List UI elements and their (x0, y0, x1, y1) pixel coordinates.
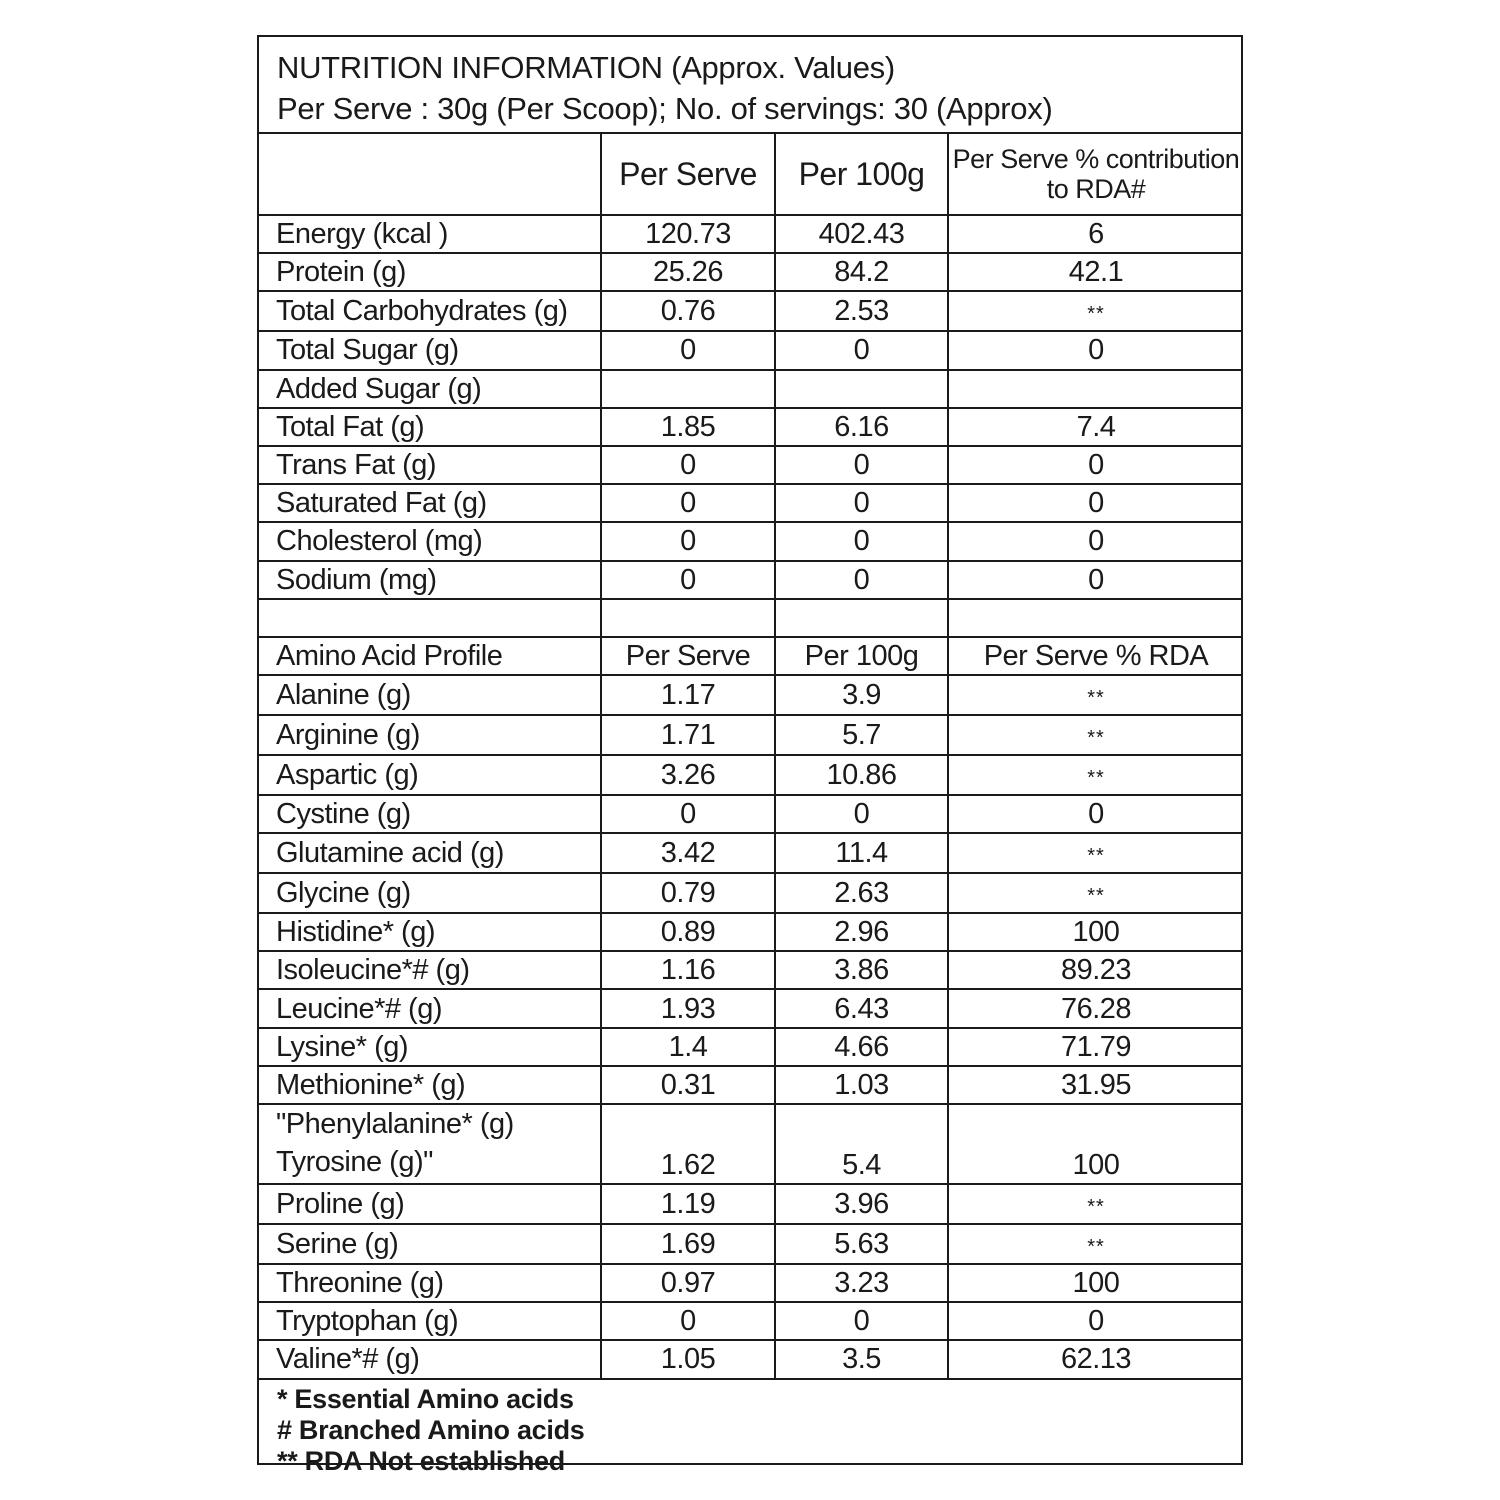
per-serve-value: 0.31 (601, 1066, 775, 1104)
per-serve-value: 0.76 (601, 291, 775, 331)
per-100g-value: 0 (775, 522, 948, 560)
spacer-row (259, 599, 1243, 637)
amino-header-row (259, 637, 1243, 675)
rda-value: 0 (948, 446, 1243, 484)
nutrient-row (259, 484, 1243, 522)
per-serve-value: 1.62 (601, 1104, 775, 1184)
row-label: Tryptophan (g) (259, 1302, 601, 1340)
row-label: Arginine (g) (259, 715, 601, 755)
row-label: Leucine*# (g) (259, 989, 601, 1027)
row-label: Valine*# (g) (259, 1340, 601, 1378)
row-label: Energy (kcal ) (259, 215, 601, 253)
footnote-essential: * Essential Amino acids (277, 1383, 574, 1414)
row-label: Glutamine acid (g) (259, 833, 601, 873)
per-serve-value: 25.26 (601, 253, 775, 291)
nutrition-table (259, 134, 1243, 1380)
row-label: Glycine (g) (259, 873, 601, 913)
per-serve-value (601, 370, 775, 408)
per-serve-value: 1.71 (601, 715, 775, 755)
per-100g-value: 3.86 (775, 951, 948, 989)
row-label: Total Fat (g) (259, 408, 601, 446)
amino-acid-row (259, 833, 1243, 873)
rda-value: 0 (948, 522, 1243, 560)
nutrient-row (259, 253, 1243, 291)
nutrient-row (259, 408, 1243, 446)
per-100g-value: 1.03 (775, 1066, 948, 1104)
rda-value: 62.13 (948, 1340, 1243, 1378)
rda-value: 7.4 (948, 408, 1243, 446)
per-serve-value: 0 (601, 446, 775, 484)
title-suffix: (Approx. Values) (671, 50, 895, 85)
row-label: Total Carbohydrates (g) (259, 291, 601, 331)
amino-acid-row (259, 1340, 1243, 1378)
column-header-per-100g: Per 100g (775, 134, 948, 215)
rda-value: 100 (948, 1104, 1243, 1184)
amino-acid-row (259, 1184, 1243, 1224)
amino-acid-row (259, 755, 1243, 795)
amino-header-rda: Per Serve % RDA (948, 637, 1243, 675)
per-serve-value: 0 (601, 795, 775, 833)
per-100g-value: 402.43 (775, 215, 948, 253)
per-100g-value: 6.43 (775, 989, 948, 1027)
row-label: Protein (g) (259, 253, 601, 291)
spacer-cell (775, 599, 948, 637)
amino-acid-row (259, 1066, 1243, 1104)
row-label: "Phenylalanine* (g) Tyrosine (g)" (259, 1104, 601, 1184)
per-serve-value: 3.42 (601, 833, 775, 873)
nutrient-row (259, 291, 1243, 331)
per-serve-value: 1.85 (601, 408, 775, 446)
column-header-row (259, 134, 1243, 215)
row-label: Serine (g) (259, 1224, 601, 1264)
rda-value: 42.1 (948, 253, 1243, 291)
per-100g-value: 3.9 (775, 675, 948, 715)
amino-acid-row (259, 675, 1243, 715)
row-label: Added Sugar (g) (259, 370, 601, 408)
panel-title (277, 47, 1241, 88)
column-header-blank (259, 134, 601, 215)
row-label: Sodium (mg) (259, 561, 601, 599)
rda-value: ** (948, 291, 1243, 331)
row-label: Saturated Fat (g) (259, 484, 601, 522)
per-serve-value: 3.26 (601, 755, 775, 795)
amino-acid-row (259, 715, 1243, 755)
row-label: Lysine* (g) (259, 1028, 601, 1066)
per-100g-value: 0 (775, 484, 948, 522)
rda-value: 6 (948, 215, 1243, 253)
amino-acid-row (259, 913, 1243, 951)
nutrient-row (259, 331, 1243, 369)
rda-value: ** (948, 1224, 1243, 1264)
column-header-rda: Per Serve % contribution to RDA# (948, 134, 1243, 215)
rda-value: 0 (948, 795, 1243, 833)
amino-acid-row (259, 989, 1243, 1027)
per-100g-value: 0 (775, 446, 948, 484)
per-100g-value: 10.86 (775, 755, 948, 795)
amino-header-label: Amino Acid Profile (259, 637, 601, 675)
rda-value: 31.95 (948, 1066, 1243, 1104)
per-100g-value: 3.23 (775, 1264, 948, 1302)
rda-value: 71.79 (948, 1028, 1243, 1066)
rda-value: 100 (948, 1264, 1243, 1302)
row-label: Trans Fat (g) (259, 446, 601, 484)
per-100g-value: 3.5 (775, 1340, 948, 1378)
per-serve-value: 0 (601, 561, 775, 599)
spacer-cell (601, 599, 775, 637)
amino-header-per-100g: Per 100g (775, 637, 948, 675)
serving-info: Per Serve : 30g (Per Scoop); No. of servings: 30 (Approx) (277, 91, 1053, 126)
per-100g-value: 6.16 (775, 408, 948, 446)
rda-value: ** (948, 873, 1243, 913)
per-100g-value: 0 (775, 1302, 948, 1340)
row-label: Cystine (g) (259, 795, 601, 833)
amino-acid-row (259, 795, 1243, 833)
per-100g-value: 3.96 (775, 1184, 948, 1224)
per-serve-value: 0.79 (601, 873, 775, 913)
amino-header-per-serve: Per Serve (601, 637, 775, 675)
per-serve-value: 0 (601, 522, 775, 560)
spacer-cell (259, 599, 601, 637)
rda-value: 0 (948, 1302, 1243, 1340)
row-label: Proline (g) (259, 1184, 601, 1224)
title-text: NUTRITION INFORMATION (277, 50, 663, 85)
nutrient-row (259, 522, 1243, 560)
amino-acid-row (259, 1028, 1243, 1066)
per-100g-value: 11.4 (775, 833, 948, 873)
per-serve-value: 120.73 (601, 215, 775, 253)
row-label: Histidine* (g) (259, 913, 601, 951)
footnote-branched: # Branched Amino acids (277, 1414, 585, 1445)
per-100g-value: 2.96 (775, 913, 948, 951)
nutrient-row (259, 215, 1243, 253)
rda-value (948, 370, 1243, 408)
per-100g-value: 2.53 (775, 291, 948, 331)
nutrition-panel (257, 35, 1243, 1476)
rda-value: ** (948, 1184, 1243, 1224)
row-label: Aspartic (g) (259, 755, 601, 795)
nutrient-row (259, 561, 1243, 599)
panel-header (259, 37, 1241, 134)
rda-value: ** (948, 715, 1243, 755)
rda-value: ** (948, 755, 1243, 795)
rda-value: 0 (948, 561, 1243, 599)
per-serve-value: 0.89 (601, 913, 775, 951)
footnotes (259, 1380, 1241, 1477)
per-serve-value: 1.17 (601, 675, 775, 715)
nutrient-row (259, 446, 1243, 484)
per-100g-value (775, 370, 948, 408)
column-header-per-serve: Per Serve (601, 134, 775, 215)
footnote-rda: ** RDA Not established (277, 1445, 565, 1476)
amino-acid-row (259, 1302, 1243, 1340)
per-serve-value: 1.4 (601, 1028, 775, 1066)
per-100g-value: 4.66 (775, 1028, 948, 1066)
row-label: Threonine (g) (259, 1264, 601, 1302)
rda-value: 89.23 (948, 951, 1243, 989)
row-label: Cholesterol (mg) (259, 522, 601, 560)
per-100g-value: 0 (775, 331, 948, 369)
per-serve-value: 1.16 (601, 951, 775, 989)
rda-value: 76.28 (948, 989, 1243, 1027)
per-serve-value: 0 (601, 1302, 775, 1340)
nutrient-row (259, 370, 1243, 408)
per-100g-value: 5.7 (775, 715, 948, 755)
amino-acid-row (259, 1264, 1243, 1302)
rda-value: ** (948, 675, 1243, 715)
amino-acid-row (259, 873, 1243, 913)
spacer-cell (948, 599, 1243, 637)
per-serve-value: 1.93 (601, 989, 775, 1027)
rda-value: 0 (948, 331, 1243, 369)
row-label: Isoleucine*# (g) (259, 951, 601, 989)
row-label: Total Sugar (g) (259, 331, 601, 369)
per-serve-value: 1.69 (601, 1224, 775, 1264)
row-label: Methionine* (g) (259, 1066, 601, 1104)
per-serve-value: 1.19 (601, 1184, 775, 1224)
per-100g-value: 2.63 (775, 873, 948, 913)
per-100g-value: 0 (775, 561, 948, 599)
per-serve-value: 0 (601, 331, 775, 369)
rda-value: 100 (948, 913, 1243, 951)
per-serve-value: 0 (601, 484, 775, 522)
per-100g-value: 0 (775, 795, 948, 833)
rda-value: ** (948, 833, 1243, 873)
row-label: Alanine (g) (259, 675, 601, 715)
per-serve-value: 0.97 (601, 1264, 775, 1302)
amino-acid-row (259, 1224, 1243, 1264)
per-100g-value: 5.4 (775, 1104, 948, 1184)
rda-value: 0 (948, 484, 1243, 522)
per-100g-value: 84.2 (775, 253, 948, 291)
per-serve-value: 1.05 (601, 1340, 775, 1378)
amino-acid-row (259, 1104, 1243, 1184)
amino-acid-row (259, 951, 1243, 989)
per-100g-value: 5.63 (775, 1224, 948, 1264)
